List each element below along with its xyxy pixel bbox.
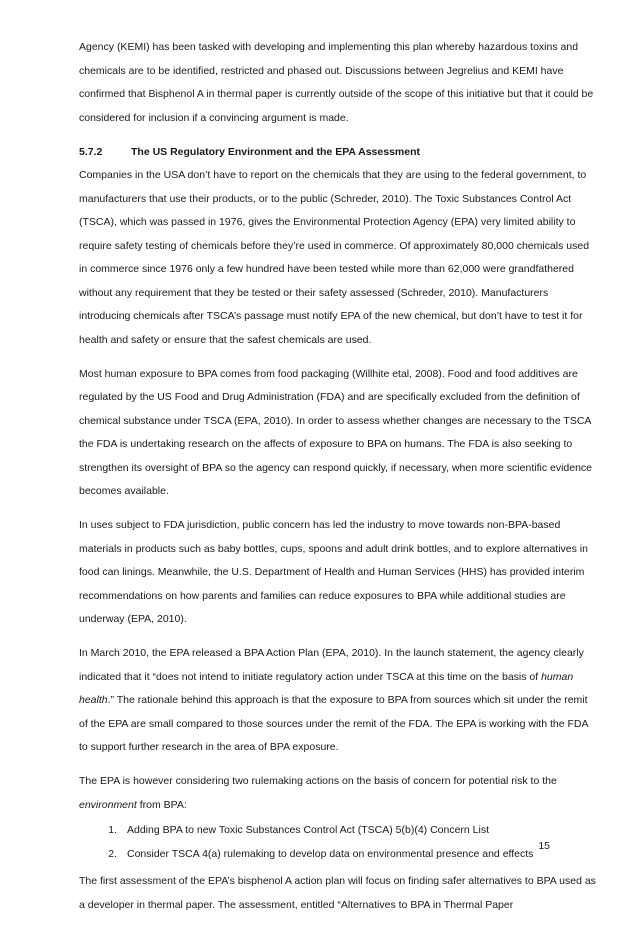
paragraph-fda-jurisdiction: In uses subject to FDA jurisdiction, public concern has led the industry to move towards non-BPA-based materials in products such as baby bottles, cups, spoons and adult drink bottles, and to explore alternatives in food can linings. Meanwhile, the U.S. Department of Health and Human Services (HHS) has provided interim recommendations on how parents and families can reduce exposures to BPA while additional studies are underway (EPA, 2010). [79,519,588,625]
paragraph-rulemaking: The EPA is however considering two rulemaking actions on the basis of concern for potential risk to the environment from BPA: [79,775,557,811]
paragraph-kemi: Agency (KEMI) has been tasked with developing and implementing this plan whereby hazardous toxins and chemicals are to be identified, restricted and phased out. Discussions between Jegrelius and KEMI have confirmed that Bisphenol A in thermal paper is currently outside of the scope of this initiative but that it could be considered for inclusion if a convincing argument is made. [79,41,594,124]
emphasis-human-health: human health [79,670,574,706]
list-item-text: Adding BPA to new Toxic Substances Control Act (TSCA) 5(b)(4) Concern List [127,824,490,836]
list-item-number: 2. [108,847,117,860]
paragraph-action-plan: In March 2010, the EPA released a BPA Action Plan (EPA, 2010). In the launch statement, the agency clearly indicated that it “does not intend to initiate regulatory action under TSCA at this time on the basis of human health.” The rationale behind this approach is that the exposure to BPA from sources which sit under the remit of the EPA are small compared to those sources under the remit of the FDA. The EPA is working with the FDA to support further research in the area of BPA exposure. [79,647,588,753]
list-item-number: 1. [108,824,117,836]
paragraph-human-exposure: Most human exposure to BPA comes from food packaging (Willhite etal, 2008). Food and food additives are regulated by the US Food and Drug Administration (FDA) and are specifically excluded from the definition of chemical substance under TSCA (EPA, 2010). In order to assess whether changes are necessary to the TSCA the FDA is undertaking research on the affects of exposure to BPA on humans. The FDA is also seeking to strengthen its oversight of BPA so the agency can respond quickly, if necessary, when more scientific evidence becomes available. [79,367,593,497]
list-item-text: Consider TSCA 4(a) rulemaking to develop data on environmental presence and effects [127,847,534,860]
section-number: 5.7.2 [79,145,103,158]
section-heading [79,141,597,165]
page-content [79,36,597,928]
emphasis-environment: environment [79,798,137,811]
section-title: The US Regulatory Environment and the EPA Assessment [131,145,421,158]
paragraph-first-assessment: The first assessment of the EPA’s bisphenol A action plan will focus on finding safer alternatives to BPA used as a developer in thermal paper. The assessment, entitled “Alternatives to BPA in Thermal Paper [79,875,596,911]
list-item [79,819,597,843]
page-number: 15 [538,840,550,852]
paragraph-tsca: Companies in the USA don’t have to report on the chemicals that they are using to the federal government, to manufacturers that use their products, or to the public (Schreder, 2010). The Toxic Substances Control Act (TSCA), which was passed in 1976, gives the Environmental Protection Agency (EPA) very limited ability to require safety testing of chemicals before they’re used in commerce. Of approximately 80,000 chemicals used in commerce since 1976 only a few hundred have been tested while more than 62,000 were grandfathered without any requirement that they be tested or their safety assessed (Schreder, 2010). Manufacturers introducing chemicals after TSCA’s passage must notify EPA of the new chemical, but don’t have to test it for health and safety or ensure that the safest chemicals are used. [79,169,590,346]
